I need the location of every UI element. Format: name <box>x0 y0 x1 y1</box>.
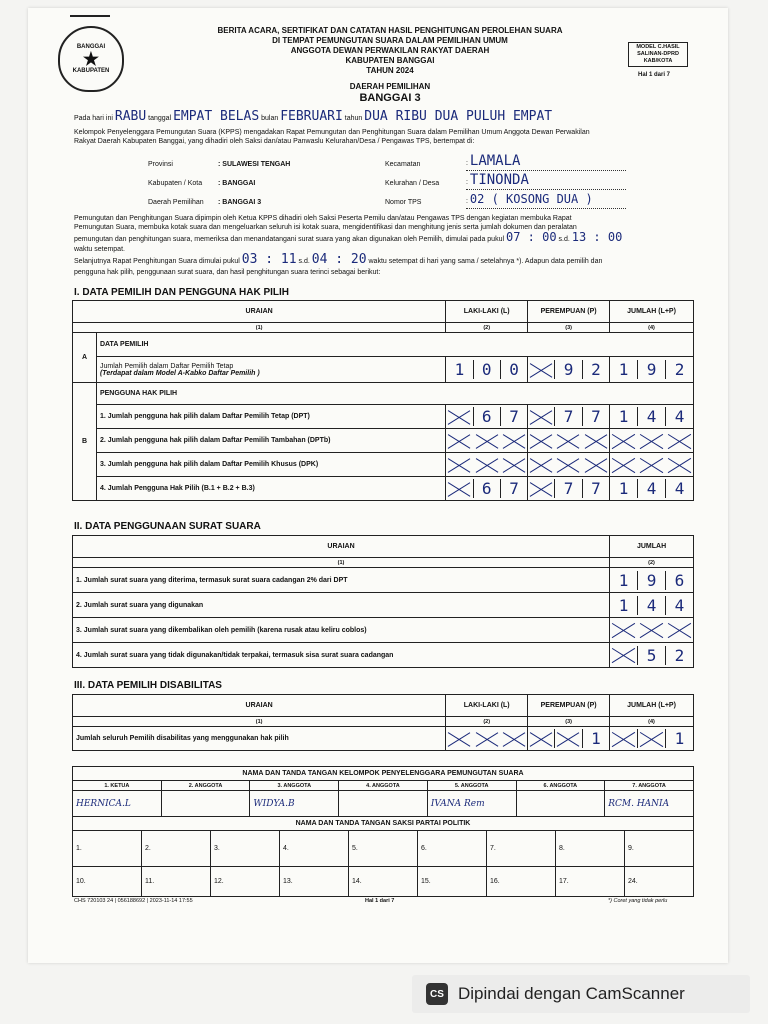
saksi-slot[interactable] <box>487 867 556 897</box>
role-label: 3. ANGGOTA <box>250 781 339 791</box>
saksi-slot[interactable] <box>625 867 694 897</box>
col-num: (4) <box>610 323 694 333</box>
section1-table <box>72 300 694 501</box>
ss-tidak-digunakan-cell[interactable]: 5 2 <box>610 643 694 668</box>
saksi-number: 3. <box>214 845 220 852</box>
intro-label: tanggal <box>148 115 172 122</box>
col-laki: LAKI-LAKI (L) <box>446 695 528 717</box>
kabupaten-label: Kabupaten / Kota <box>148 180 203 187</box>
daerah-label: DAERAH PEMILIHAN <box>349 82 431 91</box>
logo-subtext: KABUPATEN <box>72 68 110 74</box>
saksi-slot[interactable] <box>349 867 418 897</box>
saksi-number: 13. <box>283 878 293 885</box>
body-text: Selanjutnya Rapat Penghitungan Suara dimulai pukul <box>74 258 240 265</box>
section-b-label: B <box>73 383 97 501</box>
model-line: KAB/KOTA <box>643 58 673 64</box>
b1-laki-cell[interactable]: 6 7 <box>446 405 528 429</box>
section2-table <box>72 535 694 668</box>
kpps-signature[interactable]: IVANA Rem <box>427 791 516 817</box>
camscanner-icon: CS <box>426 983 448 1005</box>
ss-diterima-cell[interactable]: 1 9 6 <box>610 568 694 593</box>
kpu-logo <box>58 26 124 92</box>
daerah-value: BANGGAI 3 <box>359 92 421 104</box>
saksi-number: 4. <box>283 845 289 852</box>
provinsi-label: Provinsi <box>148 161 173 168</box>
body-line-time2 <box>74 252 704 267</box>
b3-perempuan-cell[interactable] <box>528 453 610 477</box>
body-text: waktu setempat. <box>74 246 125 253</box>
saksi-number: 17. <box>559 878 569 885</box>
kelurahan-value: TINONDA <box>469 172 529 188</box>
model-box <box>628 42 688 67</box>
tps-value: 02 ( KOSONG DUA ) <box>469 192 593 206</box>
row-label: 4. Jumlah Pengguna Hak Pilih (B.1 + B.2 + B.3) <box>96 477 445 501</box>
section-b-title: PENGGUNA HAK PILIH <box>96 383 693 405</box>
body-text: pemungutan dan penghitungan suara, memeriksa dan menandatangani surat suara yang akan digunakan oleh Pemilih, dimulai pada pukul <box>74 236 505 243</box>
b2-jumlah-cell[interactable] <box>610 429 694 453</box>
col-jumlah: JUMLAH <box>610 536 694 558</box>
section-a-label: A <box>73 333 97 383</box>
sd-label: s.d. <box>558 236 570 243</box>
row-label: Jumlah seluruh Pemilih disabilitas yang menggunakan hak pilih <box>73 727 446 751</box>
kecamatan-label: Kecamatan <box>385 161 421 168</box>
saksi-number: 14. <box>352 878 362 885</box>
saksi-number: 16. <box>490 878 500 885</box>
kpps-signature[interactable] <box>161 791 250 817</box>
role-label: 7. ANGGOTA <box>605 781 694 791</box>
saksi-slot[interactable] <box>418 867 487 897</box>
intro-line <box>74 109 704 124</box>
body-text: waktu setempat di hari yang sama / setelahnya *). Adapun data pemilih dan <box>368 258 603 265</box>
saksi-slot[interactable] <box>142 831 211 867</box>
row-label: 3. Jumlah pengguna hak pilih dalam Daftar Pemilih Khusus (DPK) <box>96 453 445 477</box>
title-line: TAHUN 2024 <box>366 66 414 75</box>
role-label: 1. KETUA <box>73 781 162 791</box>
col-uraian: URAIAN <box>73 695 446 717</box>
saksi-slot[interactable] <box>349 831 418 867</box>
kpps-signature[interactable]: RCM. HANIA <box>605 791 694 817</box>
col-uraian: URAIAN <box>73 536 610 558</box>
col-num: (2) <box>610 558 694 568</box>
saksi-number: 10. <box>76 878 86 885</box>
saksi-slot[interactable] <box>211 831 280 867</box>
saksi-number: 15. <box>421 878 431 885</box>
saksi-number: 12. <box>214 878 224 885</box>
col-uraian: URAIAN <box>73 301 446 323</box>
saksi-slot[interactable] <box>556 867 625 897</box>
saksi-slot[interactable] <box>556 831 625 867</box>
section1-title: I. DATA PEMILIH DAN PENGGUNA HAK PILIH <box>74 287 289 298</box>
kelurahan-label: Kelurahan / Desa <box>385 180 440 187</box>
kpps-title: NAMA DAN TANDA TANGAN KELOMPOK PENYELENGGARA PEMUNGUTAN SUARA <box>73 767 694 781</box>
row-label: 3. Jumlah surat suara yang dikembalikan oleh pemilih (karena rusak atau keliru coblos) <box>73 618 610 643</box>
saksi-slot[interactable] <box>142 867 211 897</box>
ss-dikembalikan-cell[interactable] <box>610 618 694 643</box>
col-num: (3) <box>528 323 610 333</box>
document-title <box>190 26 590 105</box>
saksi-title: NAMA DAN TANDA TANGAN SAKSI PARTAI POLITIK <box>73 817 694 831</box>
intro-text: Kelompok Penyelenggara Pemungutan Suara (KPPS) mengadakan Rapat Pemungutan dan Penghitungan Suara dalam Pemilihan Umum Anggota Dewan Perwakilan <box>74 129 590 136</box>
saksi-number: 6. <box>421 845 427 852</box>
saksi-slot[interactable] <box>418 831 487 867</box>
body-text: Pemungutan Suara, membuka kotak suara dan mengeluarkan seluruh isi kotak suara, mengidentifikasi dan menghitung jenis serta jumlah dokumen dan peralatan <box>74 224 577 231</box>
section3-table <box>72 694 694 751</box>
header-line <box>70 15 110 17</box>
title-line: BERITA ACARA, SERTIFIKAT DAN CATATAN HASIL PENGHITUNGAN PEROLEHAN SUARA <box>217 26 563 35</box>
page-indicator: Hal 1 dari 7 <box>638 72 671 78</box>
kpps-signature[interactable]: WIDYA.B <box>250 791 339 817</box>
row-label: 1. Jumlah pengguna hak pilih dalam Daftar Pemilih Tetap (DPT) <box>96 405 445 429</box>
saksi-number: 11. <box>145 878 155 885</box>
saksi-number: 24. <box>628 878 638 885</box>
saksi-signature-table <box>72 816 694 897</box>
kecamatan-value: LAMALA <box>469 153 521 169</box>
col-num: (1) <box>73 558 610 568</box>
saksi-number: 2. <box>145 845 151 852</box>
role-label: 6. ANGGOTA <box>516 781 605 791</box>
intro-label: Pada hari ini <box>74 115 113 122</box>
start-time-value: 07 : 00 <box>505 230 557 244</box>
col-jumlah: JUMLAH (L+P) <box>610 695 694 717</box>
b1-jumlah-cell[interactable]: 1 4 4 <box>610 405 694 429</box>
col-num: (4) <box>610 717 694 727</box>
col-laki: LAKI-LAKI (L) <box>446 301 528 323</box>
col-num: (1) <box>73 717 446 727</box>
saksi-slot[interactable] <box>73 867 142 897</box>
intro-label: bulan <box>261 115 279 122</box>
col-num: (1) <box>73 323 446 333</box>
camscanner-label: Dipindai dengan CamScanner <box>458 984 685 1003</box>
dis-laki-cell[interactable] <box>446 727 528 751</box>
saksi-number: 9. <box>628 845 634 852</box>
saksi-number: 7. <box>490 845 496 852</box>
section2-title: II. DATA PENGGUNAAN SURAT SUARA <box>74 521 261 532</box>
b2-perempuan-cell[interactable] <box>528 429 610 453</box>
saksi-slot[interactable] <box>211 867 280 897</box>
role-label: 2. ANGGOTA <box>161 781 250 791</box>
body-text: pengguna hak pilih, penggunaan surat suara, dan hasil penghitungan suara terinci sebagai berikut: <box>74 269 381 276</box>
hari-value: RABU <box>114 109 147 124</box>
col-jumlah: JUMLAH (L+P) <box>610 301 694 323</box>
intro-label: tahun <box>344 115 363 122</box>
b4-jumlah-cell[interactable]: 1 4 4 <box>610 477 694 501</box>
saksi-slot[interactable] <box>625 831 694 867</box>
col-perempuan: PEREMPUAN (P) <box>528 301 610 323</box>
b3-laki-cell[interactable] <box>446 453 528 477</box>
kpps-signature[interactable] <box>339 791 428 817</box>
title-line: KABUPATEN BANGGAI <box>345 56 435 65</box>
dapil-value: BANGGAI 3 <box>222 199 262 206</box>
b4-perempuan-cell[interactable]: 7 7 <box>528 477 610 501</box>
b2-laki-cell[interactable] <box>446 429 528 453</box>
row-sublabel: (Terdapat dalam Model A-Kabko Daftar Pemilih ) <box>99 369 260 377</box>
col-num: (2) <box>446 323 528 333</box>
b3-jumlah-cell[interactable] <box>610 453 694 477</box>
star-icon: ★ <box>82 49 100 69</box>
dis-perempuan-cell[interactable]: 1 <box>528 727 610 751</box>
col-num: (3) <box>528 717 610 727</box>
ss-digunakan-cell[interactable]: 1 4 4 <box>610 593 694 618</box>
kpps-signature-table <box>72 766 694 817</box>
count-start-value: 03 : 11 <box>241 252 297 267</box>
logo-text: BANGGAI <box>76 44 106 50</box>
bulan-value: FEBRUARI <box>280 109 343 124</box>
role-label: 5. ANGGOTA <box>427 781 516 791</box>
footer-code: CHS 720103 24 | 056188692 | 2023-11-14 17:55 <box>74 898 193 904</box>
row-label: Jumlah Pemilih dalam Daftar Pemilih Tetap <box>99 362 234 370</box>
row-label: 2. Jumlah surat suara yang digunakan <box>73 593 610 618</box>
saksi-slot[interactable] <box>73 831 142 867</box>
saksi-slot[interactable] <box>280 867 349 897</box>
saksi-slot[interactable] <box>487 831 556 867</box>
role-label: 4. ANGGOTA <box>339 781 428 791</box>
model-line: SALINAN-DPRD <box>637 51 679 57</box>
tanggal-value: EMPAT BELAS <box>173 109 260 124</box>
section-a-title: DATA PEMILIH <box>96 333 693 357</box>
body-text: Pemungutan dan Penghitungan Suara dipimpin oleh Ketua KPPS dihadiri oleh Saksi Peserta Pemilu dan/atau Pengawas TPS dengan kegiatan membuka Rapat <box>74 215 572 222</box>
saksi-number: 5. <box>352 845 358 852</box>
count-end-value: 04 : 20 <box>311 252 367 267</box>
col-num: (2) <box>446 717 528 727</box>
sd-label: s.d. <box>298 258 310 265</box>
saksi-number: 1. <box>76 845 82 852</box>
dpt-perempuan-cell[interactable]: 9 2 <box>528 357 610 383</box>
dpt-jumlah-cell[interactable]: 1 9 2 <box>610 357 694 383</box>
title-line: ANGGOTA DEWAN PERWAKILAN RAKYAT DAERAH <box>290 46 490 55</box>
kpps-signature[interactable]: HERNICA.L <box>73 791 162 817</box>
body-line-time <box>74 230 704 244</box>
saksi-number: 8. <box>559 845 565 852</box>
footer-page: Hal 1 dari 7 <box>365 898 395 904</box>
end-time-value: 13 : 00 <box>571 230 623 244</box>
b4-laki-cell[interactable]: 6 7 <box>446 477 528 501</box>
b1-perempuan-cell[interactable]: 7 7 <box>528 405 610 429</box>
kabupaten-value: BANGGAI <box>222 180 256 187</box>
camscanner-badge <box>412 975 750 1013</box>
tps-label: Nomor TPS <box>385 199 422 206</box>
provinsi-value: SULAWESI TENGAH <box>222 161 291 168</box>
dpt-laki-cell[interactable]: 1 0 0 <box>446 357 528 383</box>
col-perempuan: PEREMPUAN (P) <box>528 695 610 717</box>
section3-title: III. DATA PEMILIH DISABILITAS <box>74 680 222 691</box>
row-label: 1. Jumlah surat suara yang diterima, termasuk surat suara cadangan 2% dari DPT <box>73 568 610 593</box>
dapil-label: Daerah Pemilihan <box>148 199 204 206</box>
dis-jumlah-cell[interactable]: 1 <box>610 727 694 751</box>
footer-note: *) Coret yang tidak perlu <box>608 898 668 904</box>
row-label: 2. Jumlah pengguna hak pilih dalam Daftar Pemilih Tambahan (DPTb) <box>96 429 445 453</box>
model-line: MODEL C.HASIL <box>636 44 680 50</box>
tahun-value: DUA RIBU DUA PULUH EMPAT <box>364 109 553 124</box>
intro-text: Rakyat Daerah Kabupaten Banggai, yang dihadiri oleh Saksi dan/atau Panwaslu Kelurahan/Desa / Pengawas TPS, bertempat di: <box>74 138 475 145</box>
row-label: 4. Jumlah surat suara yang tidak digunakan/tidak terpakai, termasuk sisa surat suara cadangan <box>73 643 610 668</box>
kpps-signature[interactable] <box>516 791 605 817</box>
saksi-slot[interactable] <box>280 831 349 867</box>
title-line: DI TEMPAT PEMUNGUTAN SUARA DALAM PEMILIHAN UMUM <box>272 36 508 45</box>
